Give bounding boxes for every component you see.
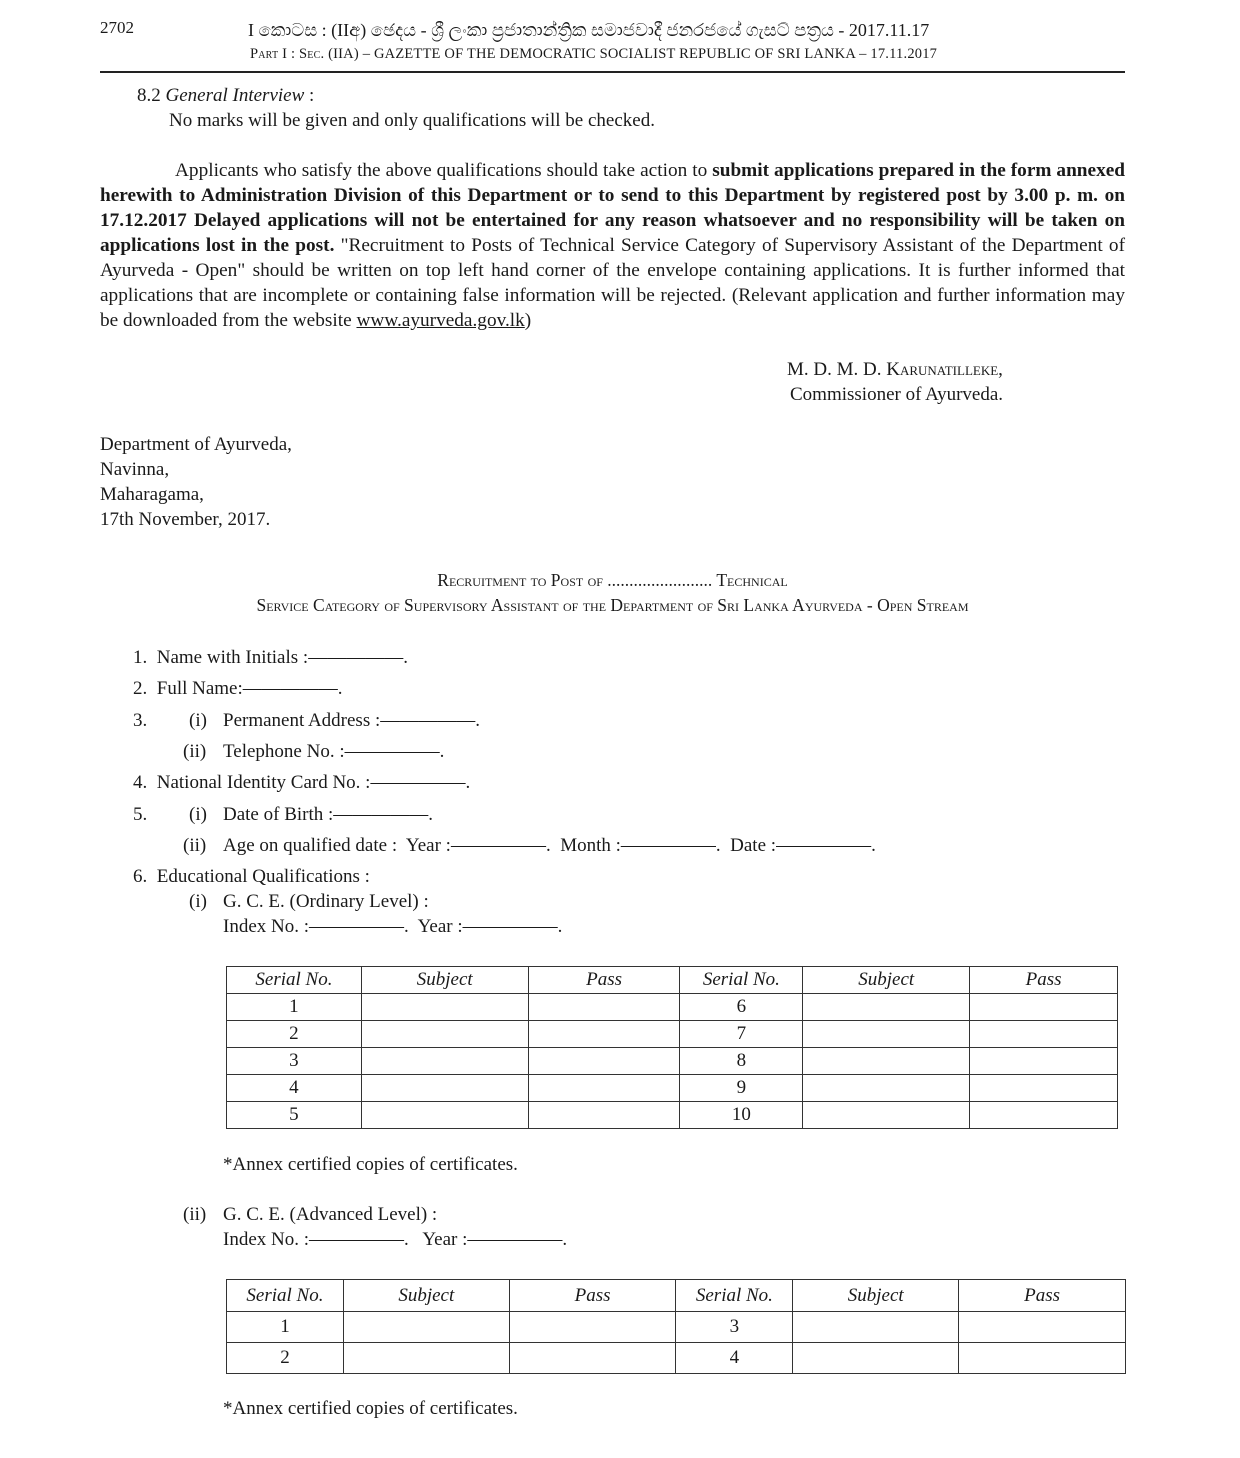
serial-number-cell: 1	[227, 1312, 344, 1343]
column-header: Subject	[803, 967, 970, 994]
subject-cell[interactable]	[803, 1102, 970, 1129]
item-number: 5.	[133, 804, 148, 825]
subject-cell[interactable]	[361, 1102, 528, 1129]
nic-blank[interactable]: —————	[370, 772, 466, 793]
serial-number-cell: 4	[227, 1075, 362, 1102]
section-heading	[137, 83, 314, 108]
subject-cell[interactable]	[343, 1343, 509, 1374]
paragraph-bold: submit applications prepared in the form annexed herewith to Administration Division of this Department or to send to this Department by registered post by 3.00 p. m. on 17.12.2017 Delayed applications will not be entertained for any reason whatsoever and no responsibility will be taken on applications lost in the post.	[100, 160, 1125, 256]
address-line-1: Department of Ayurveda,	[100, 434, 292, 455]
al-annex-note: *Annex certified copies of certificates.	[223, 1398, 518, 1419]
pass-cell[interactable]	[528, 1075, 680, 1102]
ol-year-label: Year :	[417, 916, 463, 937]
al-index-field: Index No. :—————. Year :—————.	[223, 1229, 568, 1250]
subject-cell[interactable]	[361, 994, 528, 1021]
education-label: Educational Qualifications :	[156, 866, 370, 887]
header-rule	[100, 71, 1125, 73]
item-number: 4.	[133, 772, 148, 793]
ol-label: G. C. E. (Ordinary Level) :	[223, 891, 429, 912]
item-3-i: (i)	[189, 710, 207, 731]
signatory-title: Commissioner of Ayurveda.	[790, 384, 1004, 405]
age-month-label: Month :	[560, 835, 621, 856]
website-link[interactable]: www.ayurveda.gov.lk	[356, 310, 525, 331]
pass-cell[interactable]	[970, 1048, 1118, 1075]
pass-cell[interactable]	[528, 1102, 680, 1129]
column-header: Subject	[361, 967, 528, 994]
subject-cell[interactable]	[361, 1021, 528, 1048]
section-number: 8.2	[137, 85, 161, 106]
pass-cell[interactable]	[970, 1075, 1118, 1102]
table-row	[227, 1343, 1126, 1374]
permanent-address-field: Permanent Address :—————.	[223, 710, 481, 731]
subject-cell[interactable]	[803, 1075, 970, 1102]
table-row	[227, 1021, 1118, 1048]
column-header: Subject	[343, 1280, 509, 1312]
signatory-name: M. D. M. D. Karunatilleke,	[787, 359, 1003, 380]
table-row	[227, 1048, 1118, 1075]
serial-number-cell: 6	[680, 994, 803, 1021]
column-header: Subject	[793, 1280, 959, 1312]
al-index-label: Index No. :	[223, 1229, 310, 1250]
pass-cell[interactable]	[509, 1343, 676, 1374]
subject-cell[interactable]	[343, 1312, 509, 1343]
pass-cell[interactable]	[970, 994, 1118, 1021]
subject-cell[interactable]	[803, 1048, 970, 1075]
form-title-line-1: Recruitment to Post of ........................ Technical	[437, 570, 788, 590]
column-header: Serial No.	[676, 1280, 793, 1312]
ol-index-label: Index No. :	[223, 916, 310, 937]
name-initials-label: Name with Initials :	[156, 647, 309, 668]
dob-field: Date of Birth :—————.	[223, 804, 434, 825]
age-year-blank[interactable]: —————	[450, 835, 546, 856]
column-header: Pass	[959, 1280, 1126, 1312]
pass-cell[interactable]	[970, 1102, 1118, 1129]
al-index-blank[interactable]: —————	[309, 1229, 405, 1250]
permanent-address-blank[interactable]: —————	[380, 710, 476, 731]
column-header: Serial No.	[227, 967, 362, 994]
header-title-english: Part I : Sec. (IIA) – GAZETTE OF THE DEMOCRATIC SOCIALIST REPUBLIC OF SRI LANKA – 17.11.2017	[250, 46, 938, 62]
age-field: Age on qualified date : Year :—————. Month :—————. Date :—————.	[223, 835, 876, 856]
al-year-label: Year :	[422, 1229, 468, 1250]
item-5-i: (i)	[189, 804, 207, 825]
subject-cell[interactable]	[803, 994, 970, 1021]
ol-number: (i)	[189, 891, 207, 912]
pass-cell[interactable]	[959, 1343, 1126, 1374]
item-number: 1.	[133, 647, 148, 668]
column-header: Pass	[528, 967, 680, 994]
full-name-label: Full Name:	[156, 678, 243, 699]
ol-year-blank[interactable]: —————	[462, 916, 558, 937]
age-label: Age on qualified date :	[223, 835, 398, 856]
form-item-1: 1. Name with Initials :—————.	[133, 647, 408, 668]
instructions-paragraph	[100, 158, 1125, 333]
serial-number-cell: 10	[680, 1102, 803, 1129]
table-row	[227, 1312, 1126, 1343]
address-line-2: Navinna,	[100, 459, 170, 480]
address-date: 17th November, 2017.	[100, 509, 271, 530]
age-date-blank[interactable]: —————	[776, 835, 872, 856]
item-3-ii: (ii)	[183, 741, 207, 762]
al-label: G. C. E. (Advanced Level) :	[223, 1204, 438, 1225]
name-initials-blank[interactable]: —————	[308, 647, 404, 668]
table-row	[227, 1102, 1118, 1129]
subject-cell[interactable]	[361, 1075, 528, 1102]
item-5-ii: (ii)	[183, 835, 207, 856]
column-header: Pass	[970, 967, 1118, 994]
form-item-6	[133, 864, 370, 889]
serial-number-cell: 9	[680, 1075, 803, 1102]
column-header: Pass	[509, 1280, 676, 1312]
page-number: 2702	[100, 18, 134, 37]
pass-cell[interactable]	[959, 1312, 1126, 1343]
table-row	[227, 1075, 1118, 1102]
paragraph-end: )	[524, 310, 532, 331]
item-number: 3.	[133, 710, 148, 731]
telephone-label: Telephone No. :	[223, 741, 345, 762]
ol-annex-note: *Annex certified copies of certificates.	[223, 1154, 518, 1175]
permanent-address-label: Permanent Address :	[223, 710, 381, 731]
pass-cell[interactable]	[528, 1021, 680, 1048]
item-number: 6.	[133, 866, 148, 887]
serial-number-cell: 2	[227, 1021, 362, 1048]
header-title-sinhala: I කොටස : (IIඅ) ඡෙදය - ශ්‍රී ලංකා ප්‍රජාතාන්ත්‍රික සමාජවාදී ජනරජයේ ගැසට් පත්‍රය - 2017.11.17	[248, 20, 930, 40]
pass-cell[interactable]	[528, 1048, 680, 1075]
serial-number-cell: 8	[680, 1048, 803, 1075]
dob-blank[interactable]: —————	[333, 804, 429, 825]
pass-cell[interactable]	[970, 1021, 1118, 1048]
column-header: Serial No.	[227, 1280, 344, 1312]
subject-cell[interactable]	[793, 1343, 959, 1374]
address-line-3: Maharagama,	[100, 484, 204, 505]
table-row	[227, 994, 1118, 1021]
table-header-row	[227, 967, 1118, 994]
column-header: Serial No.	[680, 967, 803, 994]
serial-number-cell: 3	[676, 1312, 793, 1343]
section-title: General Interview	[165, 85, 305, 106]
serial-number-cell: 1	[227, 994, 362, 1021]
form-title-line-2: Service Category of Supervisory Assistant of the Department of Sri Lanka Ayurveda - Open Stream	[256, 595, 969, 615]
paragraph-intro: Applicants who satisfy the above qualifications should take action to	[175, 160, 713, 181]
form-item-4: 4. National Identity Card No. :—————.	[133, 772, 471, 793]
telephone-blank[interactable]: —————	[344, 741, 440, 762]
table-header-row	[227, 1280, 1126, 1312]
al-number: (ii)	[183, 1204, 207, 1225]
nic-label: National Identity Card No. :	[156, 772, 371, 793]
pass-cell[interactable]	[509, 1312, 676, 1343]
subject-cell[interactable]	[361, 1048, 528, 1075]
ol-index-field: Index No. :—————. Year :—————.	[223, 916, 563, 937]
subject-cell[interactable]	[793, 1312, 959, 1343]
age-date-label: Date :	[730, 835, 777, 856]
serial-number-cell: 3	[227, 1048, 362, 1075]
serial-number-cell: 5	[227, 1102, 362, 1129]
ol-index-blank[interactable]: —————	[309, 916, 405, 937]
age-month-blank[interactable]: —————	[620, 835, 716, 856]
ol-results-table	[226, 966, 1118, 1129]
al-results-table	[226, 1279, 1126, 1374]
dob-label: Date of Birth :	[223, 804, 334, 825]
item-number: 2.	[133, 678, 148, 699]
section-colon: :	[304, 85, 315, 106]
section-text: No marks will be given and only qualifications will be checked.	[169, 110, 655, 131]
serial-number-cell: 2	[227, 1343, 344, 1374]
al-year-blank[interactable]: —————	[467, 1229, 563, 1250]
telephone-field: Telephone No. :—————.	[223, 741, 445, 762]
form-item-2: 2. Full Name:—————.	[133, 678, 343, 699]
full-name-blank[interactable]: —————	[242, 678, 338, 699]
serial-number-cell: 7	[680, 1021, 803, 1048]
pass-cell[interactable]	[528, 994, 680, 1021]
age-year-label: Year :	[405, 835, 451, 856]
subject-cell[interactable]	[803, 1021, 970, 1048]
serial-number-cell: 4	[676, 1343, 793, 1374]
paragraph-rest: "Recruitment to Posts of Technical Service Category of Supervisory Assistant of the Department of Ayurveda - Open" should be written on top left hand corner of the envelope containing applications. It is further informed that applications that are incomplete or containing false information will be rejected. (Relevant application and further information may be downloaded from the website	[100, 235, 1125, 331]
